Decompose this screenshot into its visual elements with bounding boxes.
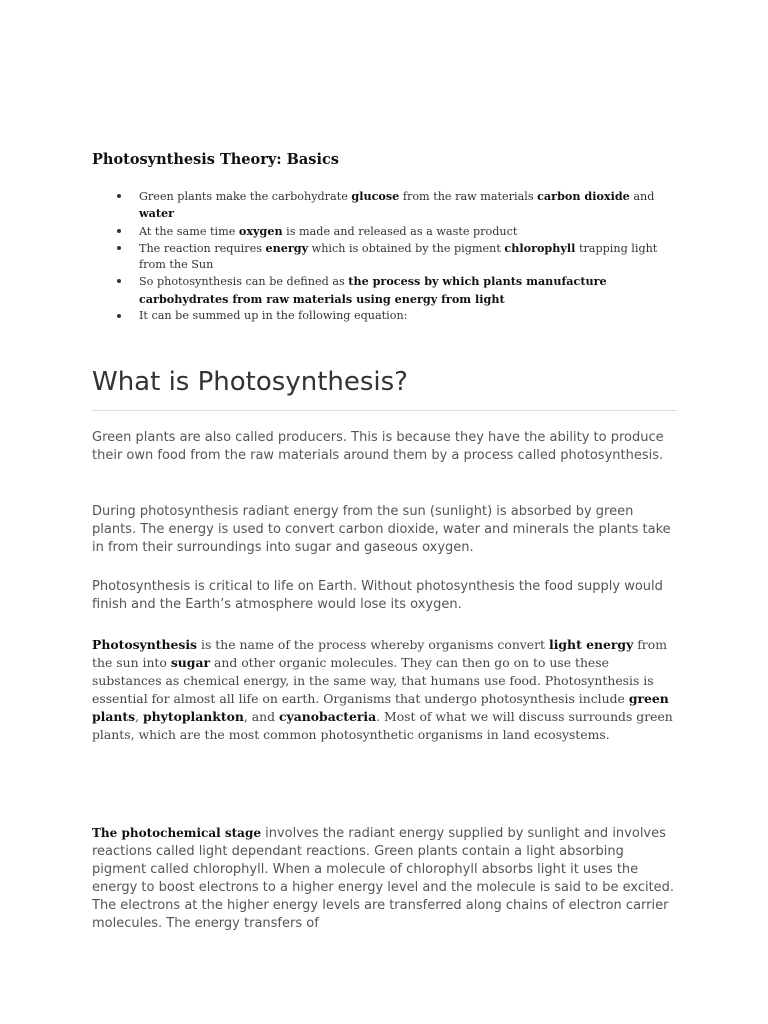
paragraph-text: from the sun into xyxy=(92,637,667,670)
term-water: water xyxy=(139,206,175,221)
bullet-text: and xyxy=(629,190,655,203)
term-photosynthesis: Photosynthesis xyxy=(92,637,198,652)
bullet-text: is made and released as a waste product xyxy=(282,224,518,238)
bullet-text: Green plants make the carbohydrate xyxy=(139,190,352,203)
bullet-text: It can be summed up in the following equation: xyxy=(139,309,408,323)
heading-divider xyxy=(92,410,677,411)
term-light-energy: light energy xyxy=(548,637,634,652)
bullet-text: trapping light from the Sun xyxy=(139,241,658,272)
list-item xyxy=(92,223,677,240)
list-item xyxy=(92,308,677,324)
paragraph-producers: Green plants are also called producers. This is because they have the ability to produce their own food from the raw materials around them by a process called photosynthesis. xyxy=(92,430,664,463)
term-sugar: sugar xyxy=(170,655,211,670)
paragraph-text: , xyxy=(135,709,143,724)
paragraph-text: . Most of what we will discuss surrounds green plants, which are the most common photosynthetic organisms in land ecosystems. xyxy=(92,709,673,742)
term-chlorophyll: chlorophyll xyxy=(504,240,576,255)
term-green-plants: green plants xyxy=(92,691,669,724)
bullet-text: which is obtained by the pigment xyxy=(308,241,505,255)
paragraph-photochemical-stage xyxy=(92,824,677,933)
list-item xyxy=(92,188,677,223)
paragraph-text: involves the radiant energy supplied by sunlight and involves reactions called light dependant reactions. Green plants contain a light absorbing pigment called chlorophyll. When a molecule of chlorophyll absorbs light it uses the energy to boost electrons to a higher energy level and the molecule is said to be excited. The electrons at the higher energy levels are transferred along chains of electron carrier molecules. The energy transfers of xyxy=(92,826,675,931)
list-item xyxy=(92,240,677,274)
section-heading: What is Photosynthesis? xyxy=(92,367,408,397)
list-item xyxy=(92,273,677,308)
paragraph-definition xyxy=(92,636,677,744)
bullet-text: from the raw materials xyxy=(399,190,538,203)
paragraph-text: and other organic molecules. They can then go on to use these substances as chemical energy, in the same way, that humans use food. Photosynthesis is essential for almost all life on earth. Organisms that undergo photosynthesis include xyxy=(92,655,654,706)
term-glucose: glucose xyxy=(351,189,400,203)
term-photochemical-stage: The photochemical stage xyxy=(92,826,261,840)
basics-title: Photosynthesis Theory: Basics xyxy=(92,151,339,168)
basics-bullet-list xyxy=(92,188,677,324)
paragraph-text: is the name of the process whereby organisms convert xyxy=(197,637,549,652)
bullet-text: So photosynthesis can be defined as xyxy=(139,275,349,289)
term-phytoplankton: phytoplankton xyxy=(143,709,244,724)
term-oxygen: oxygen xyxy=(238,223,283,238)
paragraph-text: , and xyxy=(243,709,279,724)
bullet-text: At the same time xyxy=(139,224,239,238)
paragraph-critical: Photosynthesis is critical to life on Earth. Without photosynthesis the food supply would finish and the Earth’s atmosphere would lose its oxygen. xyxy=(92,579,663,612)
paragraph-radiant-energy: During photosynthesis radiant energy from the sun (sunlight) is absorbed by green plants. The energy is used to convert carbon dioxide, water and minerals the plants take in from their surroundings into sugar and gaseous oxygen. xyxy=(92,504,671,555)
term-definition: the process by which plants manufacture carbohydrates from raw materials using energy from light xyxy=(139,274,607,306)
term-carbon-dioxide: carbon dioxide xyxy=(537,189,630,203)
term-cyanobacteria: cyanobacteria xyxy=(278,709,377,724)
term-energy: energy xyxy=(265,240,309,255)
bullet-text: The reaction requires xyxy=(139,241,266,255)
